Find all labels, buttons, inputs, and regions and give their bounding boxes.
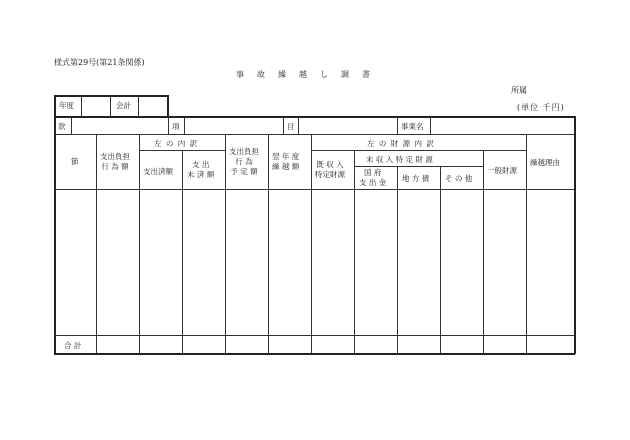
- col-breakdown-group: 左 の 内 訳: [154, 139, 199, 148]
- col-kishuu: 既 収 入 特定財源: [315, 160, 345, 179]
- col-line-8: [397, 166, 398, 353]
- row2-div-kou-left: [168, 116, 169, 134]
- col-sonota: そ の 他: [445, 174, 473, 183]
- header-bottom-border: [54, 189, 575, 190]
- account-label: 会計: [116, 101, 131, 110]
- col-yokunendo: 翌 年 度 繰 越 額: [272, 152, 300, 171]
- row2-div-moku-left: [283, 116, 284, 134]
- fiscal-year-label: 年度: [59, 101, 74, 110]
- row2-div-proj-left: [397, 116, 398, 134]
- main-bottom-border: [54, 353, 575, 355]
- total-label: 合 計: [64, 341, 82, 350]
- col-line-2: [139, 134, 140, 353]
- kou-label: 項: [172, 122, 180, 131]
- top-row-divider-3: [138, 95, 139, 116]
- source-group-line: [311, 150, 526, 151]
- top-row-right-border: [167, 95, 169, 116]
- main-left-border: [54, 116, 56, 354]
- col-line-7: [354, 150, 355, 353]
- col-line-3: [182, 150, 183, 353]
- moku-label: 目: [287, 122, 295, 131]
- top-row-divider-2: [110, 95, 111, 116]
- col-futan-yotei: 支出負担 行 為 予 定 額: [229, 147, 259, 176]
- col-line-5: [268, 134, 269, 353]
- col-line-1: [96, 134, 97, 353]
- top-row-divider-1: [81, 95, 82, 116]
- row2-div-proj-right: [430, 116, 431, 134]
- col-setsu: 節: [71, 157, 79, 166]
- row2-div-kou-right: [184, 116, 185, 134]
- project-label: 事業名: [401, 122, 424, 131]
- col-line-10: [483, 150, 484, 353]
- unit-label: (単位 千円): [517, 103, 565, 112]
- row2-div-moku-right: [298, 116, 299, 134]
- main-top-border: [54, 116, 575, 118]
- col-chihousai: 地 方 債: [402, 174, 430, 183]
- department-label: 所属: [511, 86, 527, 95]
- col-source-group: 左 の 財 源 内 訳: [367, 139, 435, 148]
- col-mishishutsu: 支 出 未 済 額: [187, 160, 215, 179]
- document-title: 事故繰越し調書: [236, 70, 383, 79]
- col-line-4: [225, 134, 226, 353]
- col-line-9: [440, 166, 441, 353]
- top-row-top-border: [54, 95, 168, 97]
- col-kokufu: 国 府 支 出 金: [359, 168, 387, 187]
- main-right-border: [574, 116, 576, 354]
- total-row-line: [54, 335, 575, 336]
- top-row-left-border: [54, 95, 56, 116]
- col-shishutsu-zumi: 支出済額: [143, 167, 173, 176]
- col-line-11: [526, 134, 527, 353]
- mishuu-group-line: [354, 166, 483, 167]
- col-reason: 繰越理由: [530, 158, 560, 167]
- col-ippan: 一般財源: [487, 166, 517, 175]
- row2-div-kan: [71, 116, 72, 134]
- col-shishutsu-futan: 支出負担 行 為 額: [100, 152, 130, 171]
- kan-label: 款: [58, 122, 66, 131]
- form-number: 様式第29号(第21条関係): [54, 58, 145, 67]
- col-mishuu-group: 未 収 入 特 定 財 源: [366, 155, 433, 164]
- col-line-6: [311, 134, 312, 353]
- breakdown-group-line: [139, 150, 225, 151]
- row2-bottom-border: [54, 134, 575, 135]
